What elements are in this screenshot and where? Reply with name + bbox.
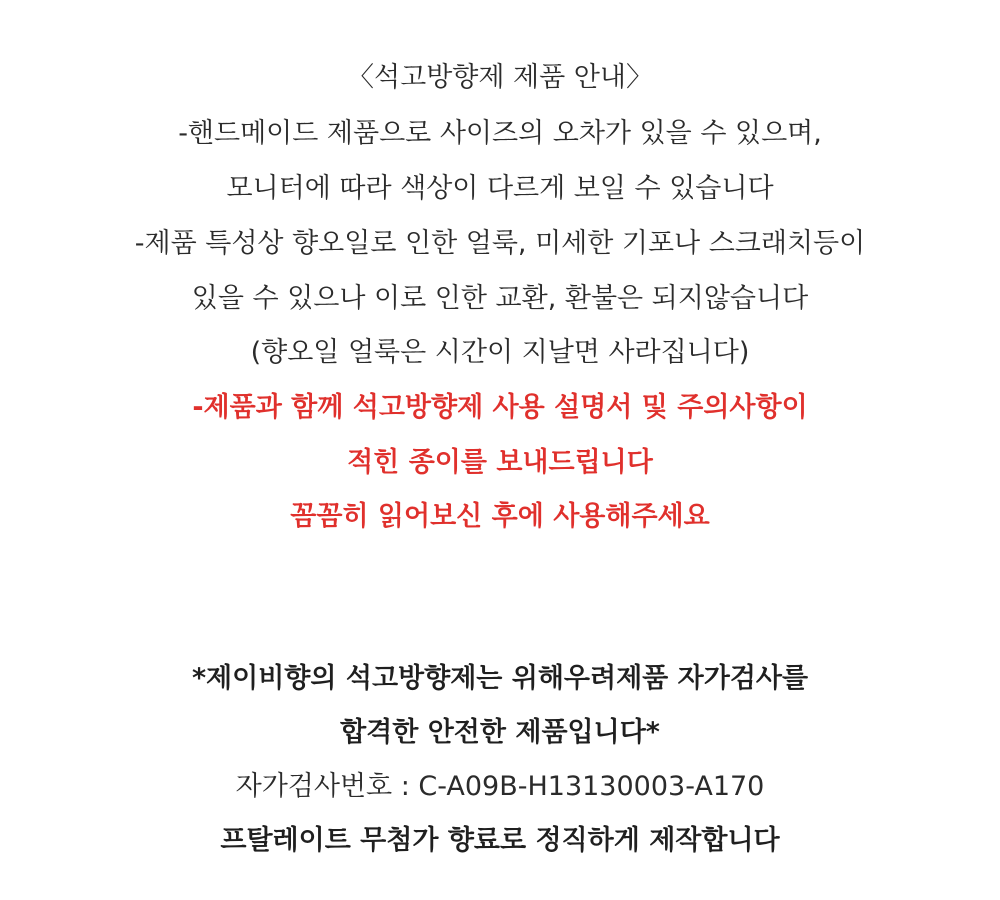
notice-line-no-refund: 있을 수 있으나 이로 인한 교환, 환불은 되지않습니다 xyxy=(191,283,809,314)
certification-line-self-inspection: *제이비향의 석고방향제는 위해우려제품 자가검사를 xyxy=(191,663,809,694)
notice-line-size-tolerance: -핸드메이드 제품으로 사이즈의 오차가 있을 수 있으며, xyxy=(178,118,822,149)
notice-highlight-manual-included: -제품과 함께 석고방향제 사용 설명서 및 주의사항이 xyxy=(192,392,808,423)
notice-line-oil-stain: -제품 특성상 향오일로 인한 얼룩, 미세한 기포나 스크래치등이 xyxy=(134,228,866,259)
notice-highlight-read-carefully: 꼼꼼히 읽어보신 후에 사용해주세요 xyxy=(290,501,710,532)
certification-line-phthalate-free: 프탈레이트 무첨가 향료로 정직하게 제작합니다 xyxy=(220,825,780,856)
notice-line-stain-fades: (향오일 얼룩은 시간이 지날면 사라집니다) xyxy=(250,337,750,368)
certification-line-safe-product: 합격한 안전한 제품입니다* xyxy=(340,717,660,748)
notice-title: 〈석고방향제 제품 안내〉 xyxy=(347,62,653,93)
certification-line-inspection-number: 자가검사번호 : C-A09B-H13130003-A170 xyxy=(235,771,765,802)
notice-line-monitor-color: 모니터에 따라 색상이 다르게 보일 수 있습니다 xyxy=(226,173,774,204)
notice-highlight-paper-sent: 적힌 종이를 보내드립니다 xyxy=(347,447,653,478)
